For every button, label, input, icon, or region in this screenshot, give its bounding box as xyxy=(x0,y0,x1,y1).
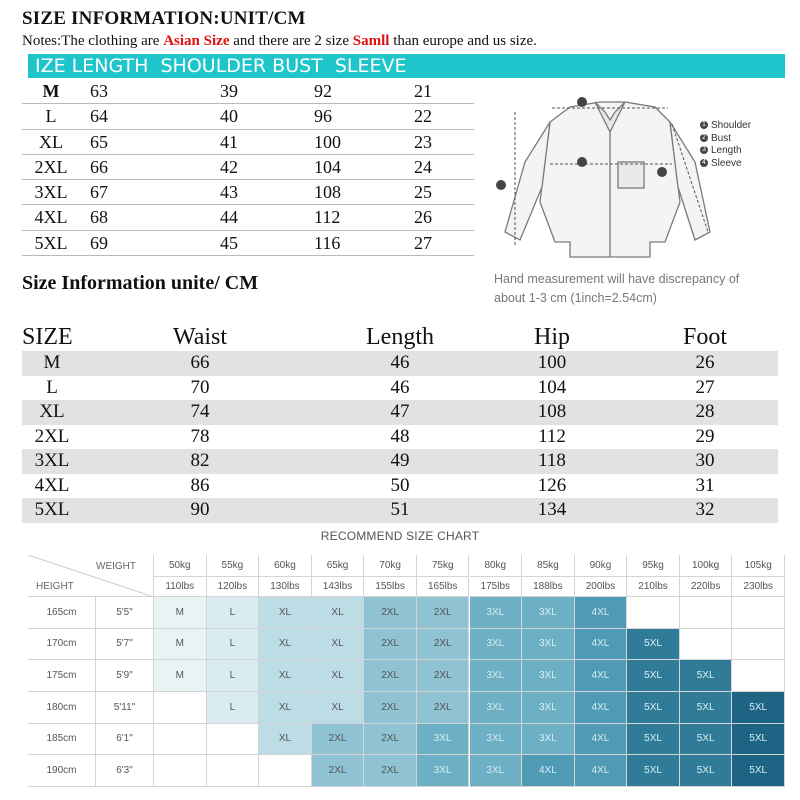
table-cell: 104 xyxy=(537,376,567,398)
height-ft-label: 5'11" xyxy=(96,692,154,724)
table-cell: 43 xyxy=(220,182,238,203)
column-header: Foot xyxy=(682,324,727,350)
size-cell xyxy=(627,597,680,629)
pants-size-title: Size Information unite/ CM xyxy=(22,272,259,294)
table-cell: 41 xyxy=(220,131,238,152)
table-cell: 49 xyxy=(390,450,410,471)
size-cell: 2XL xyxy=(312,724,365,756)
size-cell: L xyxy=(207,629,260,661)
table-cell: 45 xyxy=(220,232,238,253)
chart-corner xyxy=(28,555,154,597)
table-cell: 66 xyxy=(190,352,210,373)
table-cell: 5XL xyxy=(34,499,70,520)
weight-lbs-header: 200lbs xyxy=(575,577,628,597)
table-cell: 5XL xyxy=(34,232,68,253)
size-cell: L xyxy=(207,692,260,724)
table-cell: 46 xyxy=(390,352,410,373)
table-row xyxy=(22,155,474,180)
size-cell: 5XL xyxy=(627,724,680,756)
table-cell: 3XL xyxy=(34,450,70,471)
table-cell: 90 xyxy=(190,499,210,520)
table-cell: 27 xyxy=(414,232,432,253)
table-cell: 64 xyxy=(90,106,108,127)
table-cell: 46 xyxy=(390,376,410,398)
size-cell: 2XL xyxy=(417,692,470,724)
legend-item: 3 Length xyxy=(700,145,751,158)
size-cell: 3XL xyxy=(470,692,523,724)
weight-kg-header: 55kg xyxy=(207,555,260,577)
size-cell: 5XL xyxy=(627,629,680,661)
size-cell: 2XL xyxy=(364,660,417,692)
weight-lbs-header: 165lbs xyxy=(417,577,470,597)
table-row xyxy=(22,351,778,376)
size-cell: 4XL xyxy=(575,597,628,629)
weight-kg-header: 80kg xyxy=(470,555,523,577)
table-cell: 47 xyxy=(390,401,410,422)
size-cell xyxy=(732,629,785,661)
weight-kg-header: 95kg xyxy=(627,555,680,577)
size-cell: 3XL xyxy=(417,724,470,756)
height-ft-label: 5'5" xyxy=(96,597,154,629)
column-header: Waist xyxy=(172,324,228,350)
weight-kg-header: 60kg xyxy=(259,555,312,577)
recommend-chart-title: RECOMMEND SIZE CHART xyxy=(320,529,480,543)
table-cell: 112 xyxy=(314,207,341,228)
size-cell: M xyxy=(154,660,207,692)
legend-item: 2 Bust xyxy=(700,133,751,146)
size-cell xyxy=(154,755,207,787)
height-ft-label: 5'9" xyxy=(96,660,154,692)
legend-item: 1 Shoulder xyxy=(700,120,751,133)
measurement-legend xyxy=(700,120,751,170)
table-cell: 92 xyxy=(314,81,332,101)
size-cell: 4XL xyxy=(522,755,575,787)
size-cell: XL xyxy=(312,629,365,661)
table-cell: 100 xyxy=(537,352,567,373)
table-row xyxy=(22,231,474,256)
table-cell: 82 xyxy=(190,450,210,471)
size-cell: 3XL xyxy=(522,597,575,629)
size-cell xyxy=(680,629,733,661)
size-cell: 5XL xyxy=(732,755,785,787)
table-cell: 86 xyxy=(190,474,210,496)
column-header: Hip xyxy=(534,324,570,350)
height-cm-label: 180cm xyxy=(28,692,96,724)
weight-lbs-header: 188lbs xyxy=(522,577,575,597)
shirt-size-table xyxy=(22,79,474,256)
height-cm-label: 165cm xyxy=(28,597,96,629)
weight-kg-header: 90kg xyxy=(575,555,628,577)
table-cell: 108 xyxy=(314,182,341,203)
table-cell: M xyxy=(42,81,60,101)
height-ft-label: 6'1" xyxy=(96,724,154,756)
table-row xyxy=(22,104,474,129)
table-cell: 112 xyxy=(538,425,566,447)
size-cell: 5XL xyxy=(627,692,680,724)
table-cell: 118 xyxy=(538,450,566,471)
table-cell: 23 xyxy=(414,131,432,152)
size-cell: 4XL xyxy=(575,660,628,692)
height-label: HEIGHT xyxy=(36,581,74,592)
height-ft-label: 5'7" xyxy=(96,629,154,661)
weight-kg-header: 65kg xyxy=(312,555,365,577)
table-cell: 31 xyxy=(695,474,715,496)
size-cell: 4XL xyxy=(575,629,628,661)
table-cell: 48 xyxy=(390,425,410,447)
height-cm-label: 170cm xyxy=(28,629,96,661)
size-cell: 3XL xyxy=(522,660,575,692)
weight-kg-header: 100kg xyxy=(680,555,733,577)
table-cell: 67 xyxy=(90,182,108,203)
table-cell: 27 xyxy=(695,376,715,398)
table-cell: 39 xyxy=(220,81,238,101)
table-header-row xyxy=(22,323,778,351)
size-cell: XL xyxy=(259,724,312,756)
table-row xyxy=(22,180,474,205)
pants-size-table xyxy=(22,323,778,523)
table-cell: 26 xyxy=(695,352,715,373)
weight-kg-header: 105kg xyxy=(732,555,785,577)
size-cell xyxy=(259,755,312,787)
table-cell: 32 xyxy=(695,499,715,520)
table-cell: 100 xyxy=(314,131,341,152)
size-cell: 2XL xyxy=(364,692,417,724)
table-cell: XL xyxy=(39,131,63,152)
table-row xyxy=(22,205,474,230)
table-row xyxy=(22,449,778,474)
size-cell: 4XL xyxy=(575,755,628,787)
table-cell: 40 xyxy=(220,106,238,127)
height-ft-label: 6'3" xyxy=(96,755,154,787)
table-cell: 63 xyxy=(90,81,108,101)
weight-lbs-header: 110lbs xyxy=(154,577,207,597)
table-cell: 108 xyxy=(537,401,567,422)
size-cell: 5XL xyxy=(732,692,785,724)
table-cell: L xyxy=(45,106,57,127)
table-cell: 50 xyxy=(390,474,410,496)
table-cell: 30 xyxy=(695,450,715,471)
measurement-note: Hand measurement will have discrepancy of about 1-3 cm (1inch=2.54cm) xyxy=(494,272,740,305)
size-cell: 5XL xyxy=(680,724,733,756)
table-cell: 116 xyxy=(314,232,341,253)
size-cell: M xyxy=(154,597,207,629)
size-cell: 2XL xyxy=(417,629,470,661)
legend-number-icon: 2 xyxy=(700,134,708,142)
table-cell: L xyxy=(46,376,58,398)
size-cell: L xyxy=(207,660,260,692)
size-cell: 3XL xyxy=(470,660,523,692)
table-cell: 42 xyxy=(220,156,238,177)
weight-kg-header: 75kg xyxy=(417,555,470,577)
size-cell xyxy=(207,755,260,787)
size-cell: XL xyxy=(259,660,312,692)
size-cell: XL xyxy=(259,597,312,629)
size-cell: 2XL xyxy=(364,629,417,661)
size-cell: 4XL xyxy=(575,724,628,756)
table-cell: 3XL xyxy=(34,182,68,203)
size-cell: 3XL xyxy=(522,692,575,724)
size-cell: 5XL xyxy=(627,660,680,692)
table-cell: 74 xyxy=(190,401,210,422)
recommend-size-chart xyxy=(28,555,785,787)
weight-kg-header: 70kg xyxy=(364,555,417,577)
table-cell: XL xyxy=(39,401,65,422)
table-cell: 126 xyxy=(537,474,567,496)
size-cell: 3XL xyxy=(470,755,523,787)
table-row xyxy=(22,376,778,401)
table-cell: 104 xyxy=(314,156,341,177)
table-row xyxy=(22,474,778,499)
size-cell: 5XL xyxy=(680,755,733,787)
size-cell: 5XL xyxy=(627,755,680,787)
table-cell: 69 xyxy=(90,232,108,253)
corner-diagonal xyxy=(28,555,154,597)
sizing-notes: Notes:The clothing are Asian Size and there are 2 size Samll than europe and us size. xyxy=(22,33,537,49)
size-cell: 2XL xyxy=(417,660,470,692)
legend-number-icon: 1 xyxy=(700,121,708,129)
height-cm-label: 175cm xyxy=(28,660,96,692)
size-cell: 2XL xyxy=(364,597,417,629)
size-cell: XL xyxy=(259,629,312,661)
table-cell: 66 xyxy=(90,156,108,177)
table-cell: 68 xyxy=(90,207,108,228)
size-cell: 2XL xyxy=(312,755,365,787)
table-cell: 2XL xyxy=(34,425,70,447)
size-cell: 4XL xyxy=(575,692,628,724)
table-row xyxy=(22,400,778,425)
size-cell: 2XL xyxy=(364,724,417,756)
table-cell: 24 xyxy=(414,156,432,177)
shirt-measurement-illustration xyxy=(490,92,790,267)
table-cell: 22 xyxy=(414,106,432,127)
weight-label: WEIGHT xyxy=(96,561,136,572)
size-cell: 3XL xyxy=(470,597,523,629)
size-cell: M xyxy=(154,629,207,661)
size-cell: 5XL xyxy=(680,692,733,724)
height-cm-label: 185cm xyxy=(28,724,96,756)
table-cell: 4XL xyxy=(34,474,70,496)
weight-lbs-header: 230lbs xyxy=(732,577,785,597)
weight-kg-header: 50kg xyxy=(154,555,207,577)
table-cell: 134 xyxy=(537,499,567,520)
size-cell: 5XL xyxy=(680,660,733,692)
table-cell: 65 xyxy=(90,131,108,152)
table-cell: 96 xyxy=(314,106,332,127)
table-cell: 21 xyxy=(414,81,432,101)
table-cell: 78 xyxy=(190,425,210,447)
weight-lbs-header: 220lbs xyxy=(680,577,733,597)
height-cm-label: 190cm xyxy=(28,755,96,787)
size-cell xyxy=(732,597,785,629)
size-cell xyxy=(680,597,733,629)
legend-item: 4 Sleeve xyxy=(700,158,751,171)
shirt-table-header: IZE LENGTH SHOULDER BUST SLEEVE xyxy=(28,54,785,78)
size-cell: 2XL xyxy=(364,755,417,787)
column-header: SIZE xyxy=(22,324,73,350)
weight-lbs-header: 130lbs xyxy=(259,577,312,597)
table-row xyxy=(22,498,778,523)
size-cell: 2XL xyxy=(417,597,470,629)
table-cell: 44 xyxy=(220,207,238,228)
table-row xyxy=(22,79,474,104)
table-cell: M xyxy=(43,352,61,373)
table-row xyxy=(22,425,778,450)
size-cell: 3XL xyxy=(417,755,470,787)
weight-lbs-header: 210lbs xyxy=(627,577,680,597)
size-cell: 5XL xyxy=(732,724,785,756)
table-row xyxy=(22,130,474,155)
size-cell xyxy=(154,692,207,724)
table-cell: 4XL xyxy=(34,207,68,228)
size-cell: 3XL xyxy=(470,724,523,756)
weight-lbs-header: 120lbs xyxy=(207,577,260,597)
weight-kg-header: 85kg xyxy=(522,555,575,577)
legend-number-icon: 3 xyxy=(700,146,708,154)
size-cell: XL xyxy=(312,660,365,692)
table-cell: 70 xyxy=(190,376,210,398)
size-info-title: SIZE INFORMATION:UNIT/CM xyxy=(22,8,306,29)
table-cell: 51 xyxy=(390,499,410,520)
table-cell: 28 xyxy=(695,401,715,422)
weight-lbs-header: 155lbs xyxy=(364,577,417,597)
size-cell: 3XL xyxy=(522,724,575,756)
size-cell: XL xyxy=(312,692,365,724)
size-cell: L xyxy=(207,597,260,629)
column-header: Length xyxy=(366,324,434,350)
weight-lbs-header: 175lbs xyxy=(470,577,523,597)
size-cell: XL xyxy=(259,692,312,724)
size-cell xyxy=(207,724,260,756)
table-cell: 25 xyxy=(414,182,432,203)
table-cell: 2XL xyxy=(34,156,68,177)
legend-number-icon: 4 xyxy=(700,159,708,167)
size-cell: 3XL xyxy=(470,629,523,661)
size-cell xyxy=(732,660,785,692)
size-cell xyxy=(154,724,207,756)
table-cell: 29 xyxy=(695,425,715,447)
size-cell: 3XL xyxy=(522,629,575,661)
table-cell: 26 xyxy=(414,207,432,228)
size-cell: XL xyxy=(312,597,365,629)
weight-lbs-header: 143lbs xyxy=(312,577,365,597)
